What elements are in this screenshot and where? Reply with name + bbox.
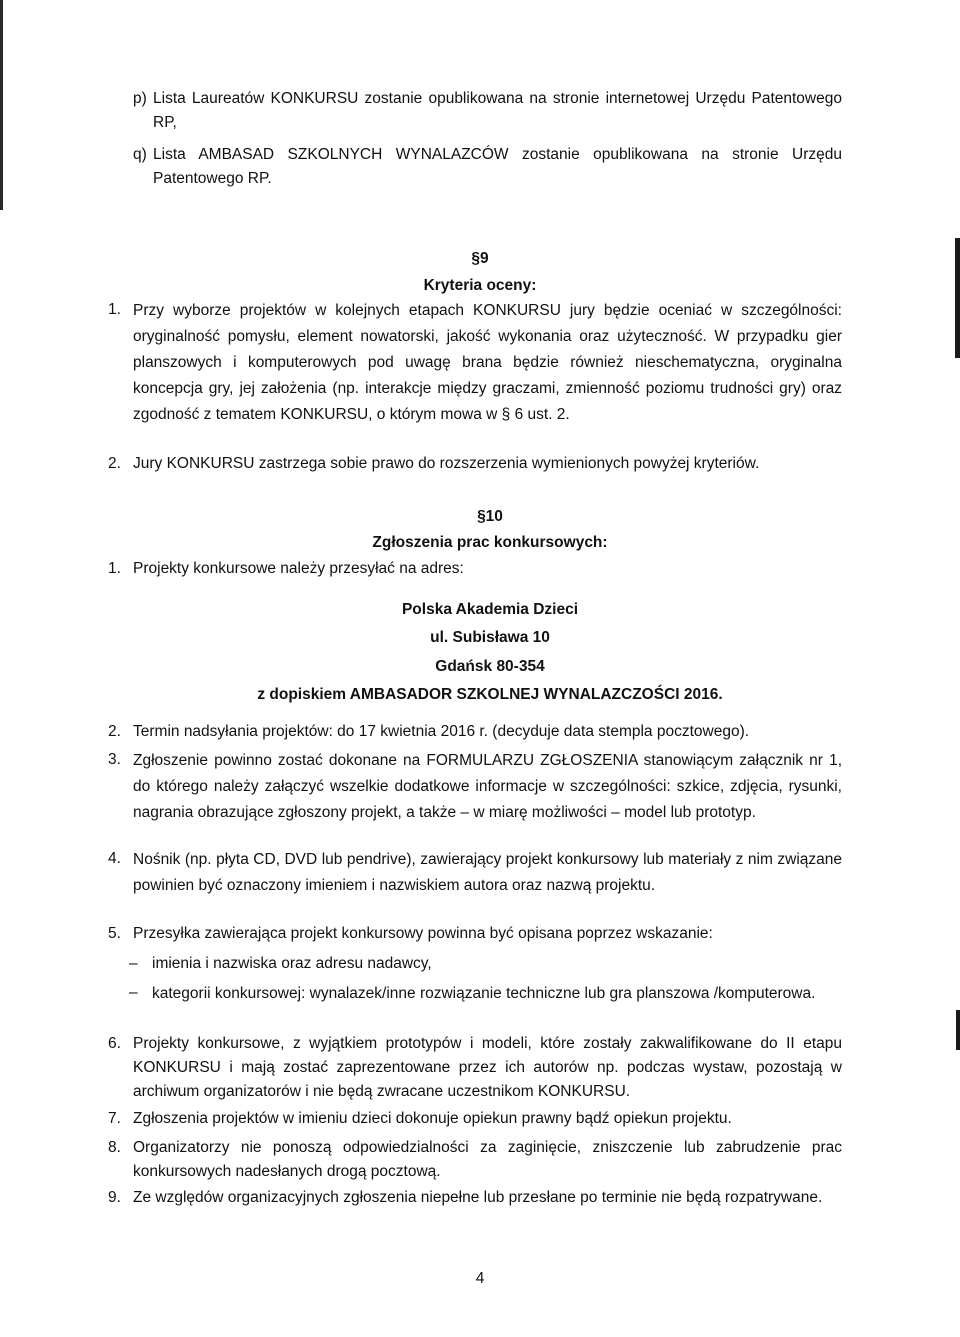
list-item-text: Jury KONKURSU zastrzega sobie prawo do rozszerzenia wymienionych powyżej kryteriów. (133, 455, 760, 472)
list-item-text: Przesyłka zawierająca projekt konkursowy powinna być opisana poprzez wskazanie: (133, 925, 713, 942)
scan-edge-left (0, 0, 3, 210)
section-10-title: Zgłoszenia prac konkursowych: (372, 534, 608, 551)
list-item-text: Projekty konkursowe należy przesyłać na adres: (133, 560, 464, 577)
address-line-3: Gdańsk 80-354 (435, 658, 545, 675)
list-marker: 2. (108, 455, 121, 472)
list-item-text: Nośnik (np. płyta CD, DVD lub pendrive), zawierający projekt konkursowy lub materiały z nim związane powinien być oznaczony imieniem i nazwiskiem autora oraz nazwą projektu. (133, 851, 842, 894)
list-item-text: Termin nadsyłania projektów: do 17 kwietnia 2016 r. (decyduje data stempla pocztowego). (133, 723, 750, 740)
dash-marker: – (129, 955, 138, 972)
list-marker: 8. (108, 1139, 121, 1156)
list-marker: 1. (108, 560, 121, 577)
section-9-title: Kryteria oceny: (423, 277, 537, 294)
list-marker: 1. (108, 301, 121, 318)
list-item-text: Projekty konkursowe, z wyjątkiem prototypów i modeli, które zostały zakwalifikowane do II etapu KONKURSU i mają zostać zaprezentowane przez ich autorów np. podczas wystaw, pozostają w archiwum organizatorów i nie będą zwracane uczestnikom KONKURSU. (133, 1035, 842, 1100)
list-marker: 5. (108, 925, 121, 942)
address-line-2: ul. Subisława 10 (430, 629, 550, 646)
list-item-text: kategorii konkursowej: wynalazek/inne rozwiązanie techniczne lub gra planszowa /komputerowa. (152, 985, 816, 1002)
list-item-text: Lista AMBASAD SZKOLNYCH WYNALAZCÓW zostanie opublikowana na stronie Urzędu Patentowego RP. (153, 146, 842, 187)
address-note: z dopiskiem AMBASADOR SZKOLNEJ WYNALAZCZOŚCI 2016. (257, 686, 723, 703)
address-line-1: Polska Akademia Dzieci (401, 601, 579, 618)
list-item-text: Lista Laureatów KONKURSU zostanie opublikowana na stronie internetowej Urzędu Patentowego RP, (153, 90, 842, 131)
list-item-text: imienia i nazwiska oraz adresu nadawcy, (152, 955, 432, 972)
list-item-text: Zgłoszenia projektów w imieniu dzieci dokonuje opiekun prawny bądź opiekun projektu. (133, 1110, 732, 1127)
scan-edge-right-lower (956, 1010, 960, 1050)
list-item-text: Ze względów organizacyjnych zgłoszenia niepełne lub przesłane po terminie nie będą rozpatrywane. (133, 1189, 823, 1206)
list-item-text: Zgłoszenie powinno zostać dokonane na FORMULARZU ZGŁOSZENIA stanowiącym załącznik nr 1, do którego należy załączyć wszelkie dodatkowe informacje w szczególności: szkice, zdjęcia, rysunki, nagrania obrazujące zgłoszony projekt, a także – w miarę możliwości – model lub prototyp. (133, 752, 842, 821)
list-item-text: Przy wyborze projektów w kolejnych etapach KONKURSU jury będzie oceniać w szczególności: oryginalność pomysłu, element nowatorski, jakość wykonania oraz użyteczność. W przypadku gier planszowych i komputerowych pod uwagę brana będzie również nieschematyczna, oryginalna koncepcja gry, jej założenia (np. interakcje między graczami, zmienność poziomu trudności gry) oraz zgodność z tematem KONKURSU, o którym mowa w § 6 ust. 2. (133, 302, 842, 423)
list-marker: p) (133, 90, 147, 107)
dash-marker: – (129, 984, 138, 1001)
list-marker: q) (133, 146, 147, 163)
list-marker: 3. (108, 751, 121, 768)
page-number: 4 (475, 1270, 485, 1287)
section-9-number: §9 (471, 250, 489, 267)
list-marker: 6. (108, 1035, 121, 1052)
list-marker: 2. (108, 723, 121, 740)
list-marker: 9. (108, 1189, 121, 1206)
list-marker: 7. (108, 1110, 121, 1127)
list-item-text: Organizatorzy nie ponoszą odpowiedzialności za zaginięcie, zniszczenie lub zabrudzenie prac konkursowych nadesłanych drogą pocztową. (133, 1139, 842, 1180)
section-10-number: §10 (477, 508, 503, 525)
list-marker: 4. (108, 850, 121, 867)
